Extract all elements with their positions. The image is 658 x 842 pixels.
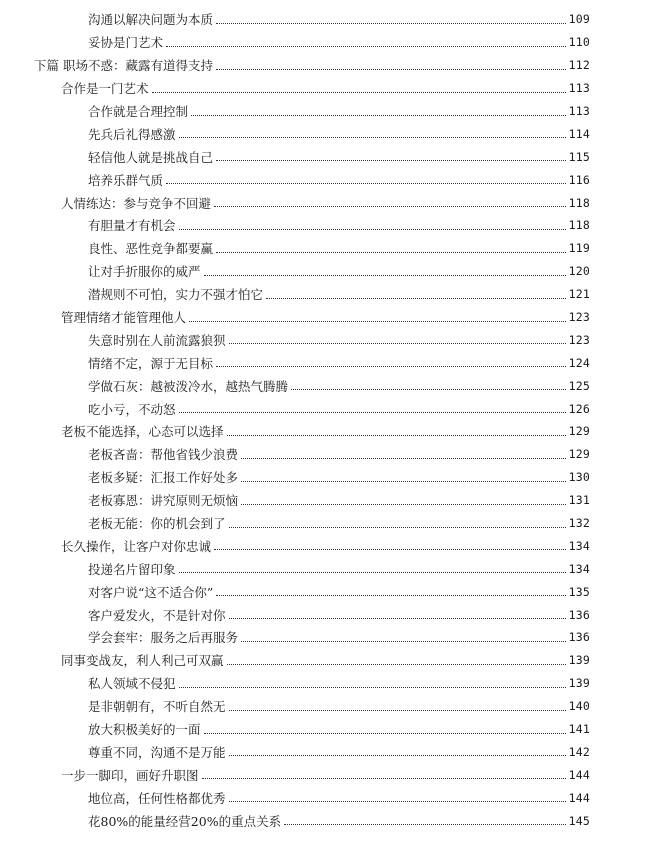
toc-entry-page-number: 142	[568, 744, 590, 759]
dot-leader	[202, 778, 566, 779]
toc-entry-title: 人情练达：参与竞争不回避	[61, 195, 212, 211]
toc-entry-page-number: 114	[568, 126, 590, 141]
toc-entry-page-number: 141	[568, 722, 590, 737]
toc-entry-33[interactable]	[0, 763, 658, 786]
dot-leader	[229, 527, 566, 528]
toc-entry-page-number: 136	[568, 607, 590, 622]
toc-entry-1[interactable]	[0, 31, 658, 54]
dot-leader	[179, 229, 566, 230]
dot-leader	[166, 46, 566, 47]
toc-entry-title: 放大积极美好的一面	[88, 722, 201, 738]
dot-leader	[216, 23, 566, 24]
toc-entry-title: 沟通以解决问题为本质	[88, 12, 214, 28]
toc-entry-page-number: 120	[568, 264, 590, 279]
dot-leader	[189, 321, 566, 322]
dot-leader	[214, 206, 566, 207]
toc-entry-title: 一步一脚印，画好升职图	[61, 767, 199, 783]
toc-entry-25[interactable]	[0, 580, 658, 603]
toc-entry-title: 情绪不定，源于无目标	[88, 355, 214, 371]
toc-entry-15[interactable]	[0, 351, 658, 374]
toc-entry-30[interactable]	[0, 695, 658, 718]
toc-entry-page-number: 129	[568, 447, 590, 462]
toc-entry-page-number: 124	[568, 355, 590, 370]
dot-leader	[204, 733, 566, 734]
toc-entry-24[interactable]	[0, 557, 658, 580]
toc-entry-13[interactable]	[0, 306, 658, 329]
toc-entry-title: 学会套牢：服务之后再服务	[88, 630, 239, 646]
toc-entry-0[interactable]	[0, 8, 658, 31]
toc-entry-page-number: 145	[568, 813, 590, 828]
toc-entry-8[interactable]	[0, 191, 658, 214]
toc-entry-10[interactable]	[0, 237, 658, 260]
toc-entry-title: 良性、恶性竞争都要赢	[88, 241, 214, 257]
toc-entry-6[interactable]	[0, 145, 658, 168]
toc-entry-title: 老板不能选择，心态可以选择	[61, 424, 224, 440]
toc-entry-20[interactable]	[0, 466, 658, 489]
toc-entry-title: 培养乐群气质	[88, 172, 164, 188]
dot-leader	[227, 435, 566, 436]
dot-leader	[152, 92, 566, 93]
toc-entry-page-number: 113	[568, 81, 590, 96]
toc-entry-title: 是非朝朝有，不听自然无	[88, 699, 226, 715]
dot-leader	[216, 252, 566, 253]
toc-entry-4[interactable]	[0, 100, 658, 123]
toc-entry-34[interactable]	[0, 786, 658, 809]
toc-entry-title: 让对手折服你的威严	[88, 264, 201, 280]
toc-entry-page-number: 119	[568, 241, 590, 256]
toc-entry-title: 学做石灰：越被泼冷水，越热气腾腾	[88, 378, 289, 394]
toc-entry-title: 合作就是合理控制	[88, 104, 189, 119]
toc-entry-26[interactable]	[0, 603, 658, 626]
dot-leader	[229, 343, 566, 344]
toc-entry-28[interactable]	[0, 649, 658, 672]
toc-entry-page-number: 126	[568, 401, 590, 416]
toc-entry-page-number: 118	[568, 218, 590, 233]
toc-entry-27[interactable]	[0, 626, 658, 649]
toc-entry-page-number: 135	[568, 584, 590, 599]
toc-entry-17[interactable]	[0, 397, 658, 420]
toc-entry-title: 对客户说“这不适合你”	[88, 584, 214, 600]
toc-entry-page-number: 130	[568, 470, 590, 485]
toc-entry-page-number: 112	[568, 58, 590, 73]
dot-leader	[229, 801, 566, 802]
table-of-contents	[0, 8, 658, 832]
toc-entry-page-number: 129	[568, 424, 590, 439]
toc-entry-page-number: 134	[568, 561, 590, 576]
toc-entry-page-number: 113	[568, 104, 590, 118]
dot-leader	[229, 755, 566, 756]
toc-entry-2[interactable]	[0, 54, 658, 77]
dot-leader	[284, 824, 566, 825]
toc-entry-page-number: 109	[568, 12, 590, 27]
dot-leader	[229, 618, 566, 619]
dot-leader	[227, 664, 566, 665]
toc-entry-page-number: 139	[568, 653, 590, 668]
toc-entry-7[interactable]	[0, 168, 658, 191]
toc-entry-22[interactable]	[0, 512, 658, 535]
toc-entry-page-number: 139	[568, 676, 590, 691]
toc-entry-32[interactable]	[0, 741, 658, 764]
dot-leader	[216, 366, 566, 367]
toc-entry-title: 吃小亏，不动怒	[88, 401, 176, 417]
toc-entry-page-number: 131	[568, 493, 590, 508]
dot-leader	[179, 137, 566, 138]
dot-leader	[216, 160, 566, 161]
toc-entry-page-number: 121	[568, 287, 590, 302]
dot-leader	[216, 69, 566, 70]
toc-entry-29[interactable]	[0, 672, 658, 695]
toc-entry-title: 同事变战友，利人利己可双赢	[61, 653, 224, 669]
toc-entry-page-number: 110	[568, 35, 590, 50]
toc-entry-title: 先兵后礼得感激	[88, 126, 176, 142]
dot-leader	[291, 389, 566, 390]
toc-entry-title: 投递名片留印象	[88, 561, 176, 577]
dot-leader	[179, 412, 566, 413]
dot-leader	[214, 549, 566, 550]
dot-leader	[216, 595, 565, 596]
toc-entry-title: 老板无能：你的机会到了	[88, 516, 226, 532]
toc-entry-title: 合作是一门艺术	[61, 81, 149, 97]
dot-leader	[241, 641, 566, 642]
dot-leader	[179, 687, 566, 688]
toc-entry-5[interactable]	[0, 122, 658, 145]
dot-leader	[229, 710, 566, 711]
toc-entry-title: 花80%的能量经营20%的重点关系	[88, 813, 282, 829]
toc-entry-title: 尊重不同，沟通不是万能	[88, 744, 226, 760]
toc-entry-title: 老板多疑：汇报工作好处多	[88, 470, 239, 486]
toc-entry-page-number: 134	[568, 538, 590, 553]
toc-entry-title: 管理情绪才能管理他人	[61, 310, 187, 326]
dot-leader	[241, 481, 566, 482]
toc-entry-9[interactable]	[0, 214, 658, 237]
dot-leader	[191, 115, 566, 116]
toc-entry-page-number: 125	[568, 378, 590, 393]
dot-leader	[266, 298, 566, 299]
toc-entry-23[interactable]	[0, 534, 658, 557]
toc-entry-title: 长久操作，让客户对你忠诚	[61, 538, 212, 554]
toc-entry-12[interactable]	[0, 283, 658, 306]
dot-leader	[166, 183, 566, 184]
toc-entry-page-number: 118	[568, 195, 590, 210]
toc-entry-title: 老板吝啬：帮他省钱少浪费	[88, 447, 239, 463]
toc-entry-page-number: 144	[568, 767, 590, 782]
toc-entry-11[interactable]	[0, 260, 658, 283]
toc-entry-title: 老板寡恩：讲究原则无烦恼	[88, 493, 239, 509]
toc-entry-page-number: 144	[568, 790, 590, 805]
toc-entry-31[interactable]	[0, 718, 658, 741]
toc-entry-21[interactable]	[0, 489, 658, 512]
toc-entry-page-number: 123	[568, 310, 590, 325]
dot-leader	[179, 572, 566, 573]
toc-entry-page-number: 123	[568, 332, 590, 347]
toc-entry-title: 失意时别在人前流露狼狈	[88, 332, 226, 348]
dot-leader	[241, 458, 566, 459]
toc-entry-14[interactable]	[0, 328, 658, 351]
toc-entry-19[interactable]	[0, 443, 658, 466]
toc-entry-title: 妥协是门艺术	[88, 35, 164, 51]
toc-entry-title: 轻信他人就是挑战自己	[88, 149, 214, 165]
toc-entry-page-number: 116	[568, 172, 590, 187]
toc-entry-title: 有胆量才有机会	[88, 218, 176, 234]
dot-leader	[241, 504, 566, 505]
toc-entry-title: 私人领域不侵犯	[88, 676, 176, 692]
toc-entry-page-number: 140	[568, 699, 590, 714]
toc-entry-title: 客户爱发火，不是针对你	[88, 607, 226, 623]
toc-entry-title: 潜规则不可怕，实力不强才怕它	[88, 287, 264, 303]
toc-entry-page-number: 115	[568, 149, 590, 164]
toc-entry-title: 下篇 职场不惑：藏露有道得支持	[34, 58, 213, 74]
toc-entry-16[interactable]	[0, 374, 658, 397]
toc-entry-page-number: 132	[568, 516, 590, 531]
toc-entry-3[interactable]	[0, 77, 658, 100]
toc-entry-title: 地位高，任何性格都优秀	[88, 790, 226, 806]
toc-entry-18[interactable]	[0, 420, 658, 443]
toc-entry-page-number: 136	[568, 630, 590, 645]
toc-entry-35[interactable]	[0, 809, 658, 832]
dot-leader	[204, 275, 566, 276]
